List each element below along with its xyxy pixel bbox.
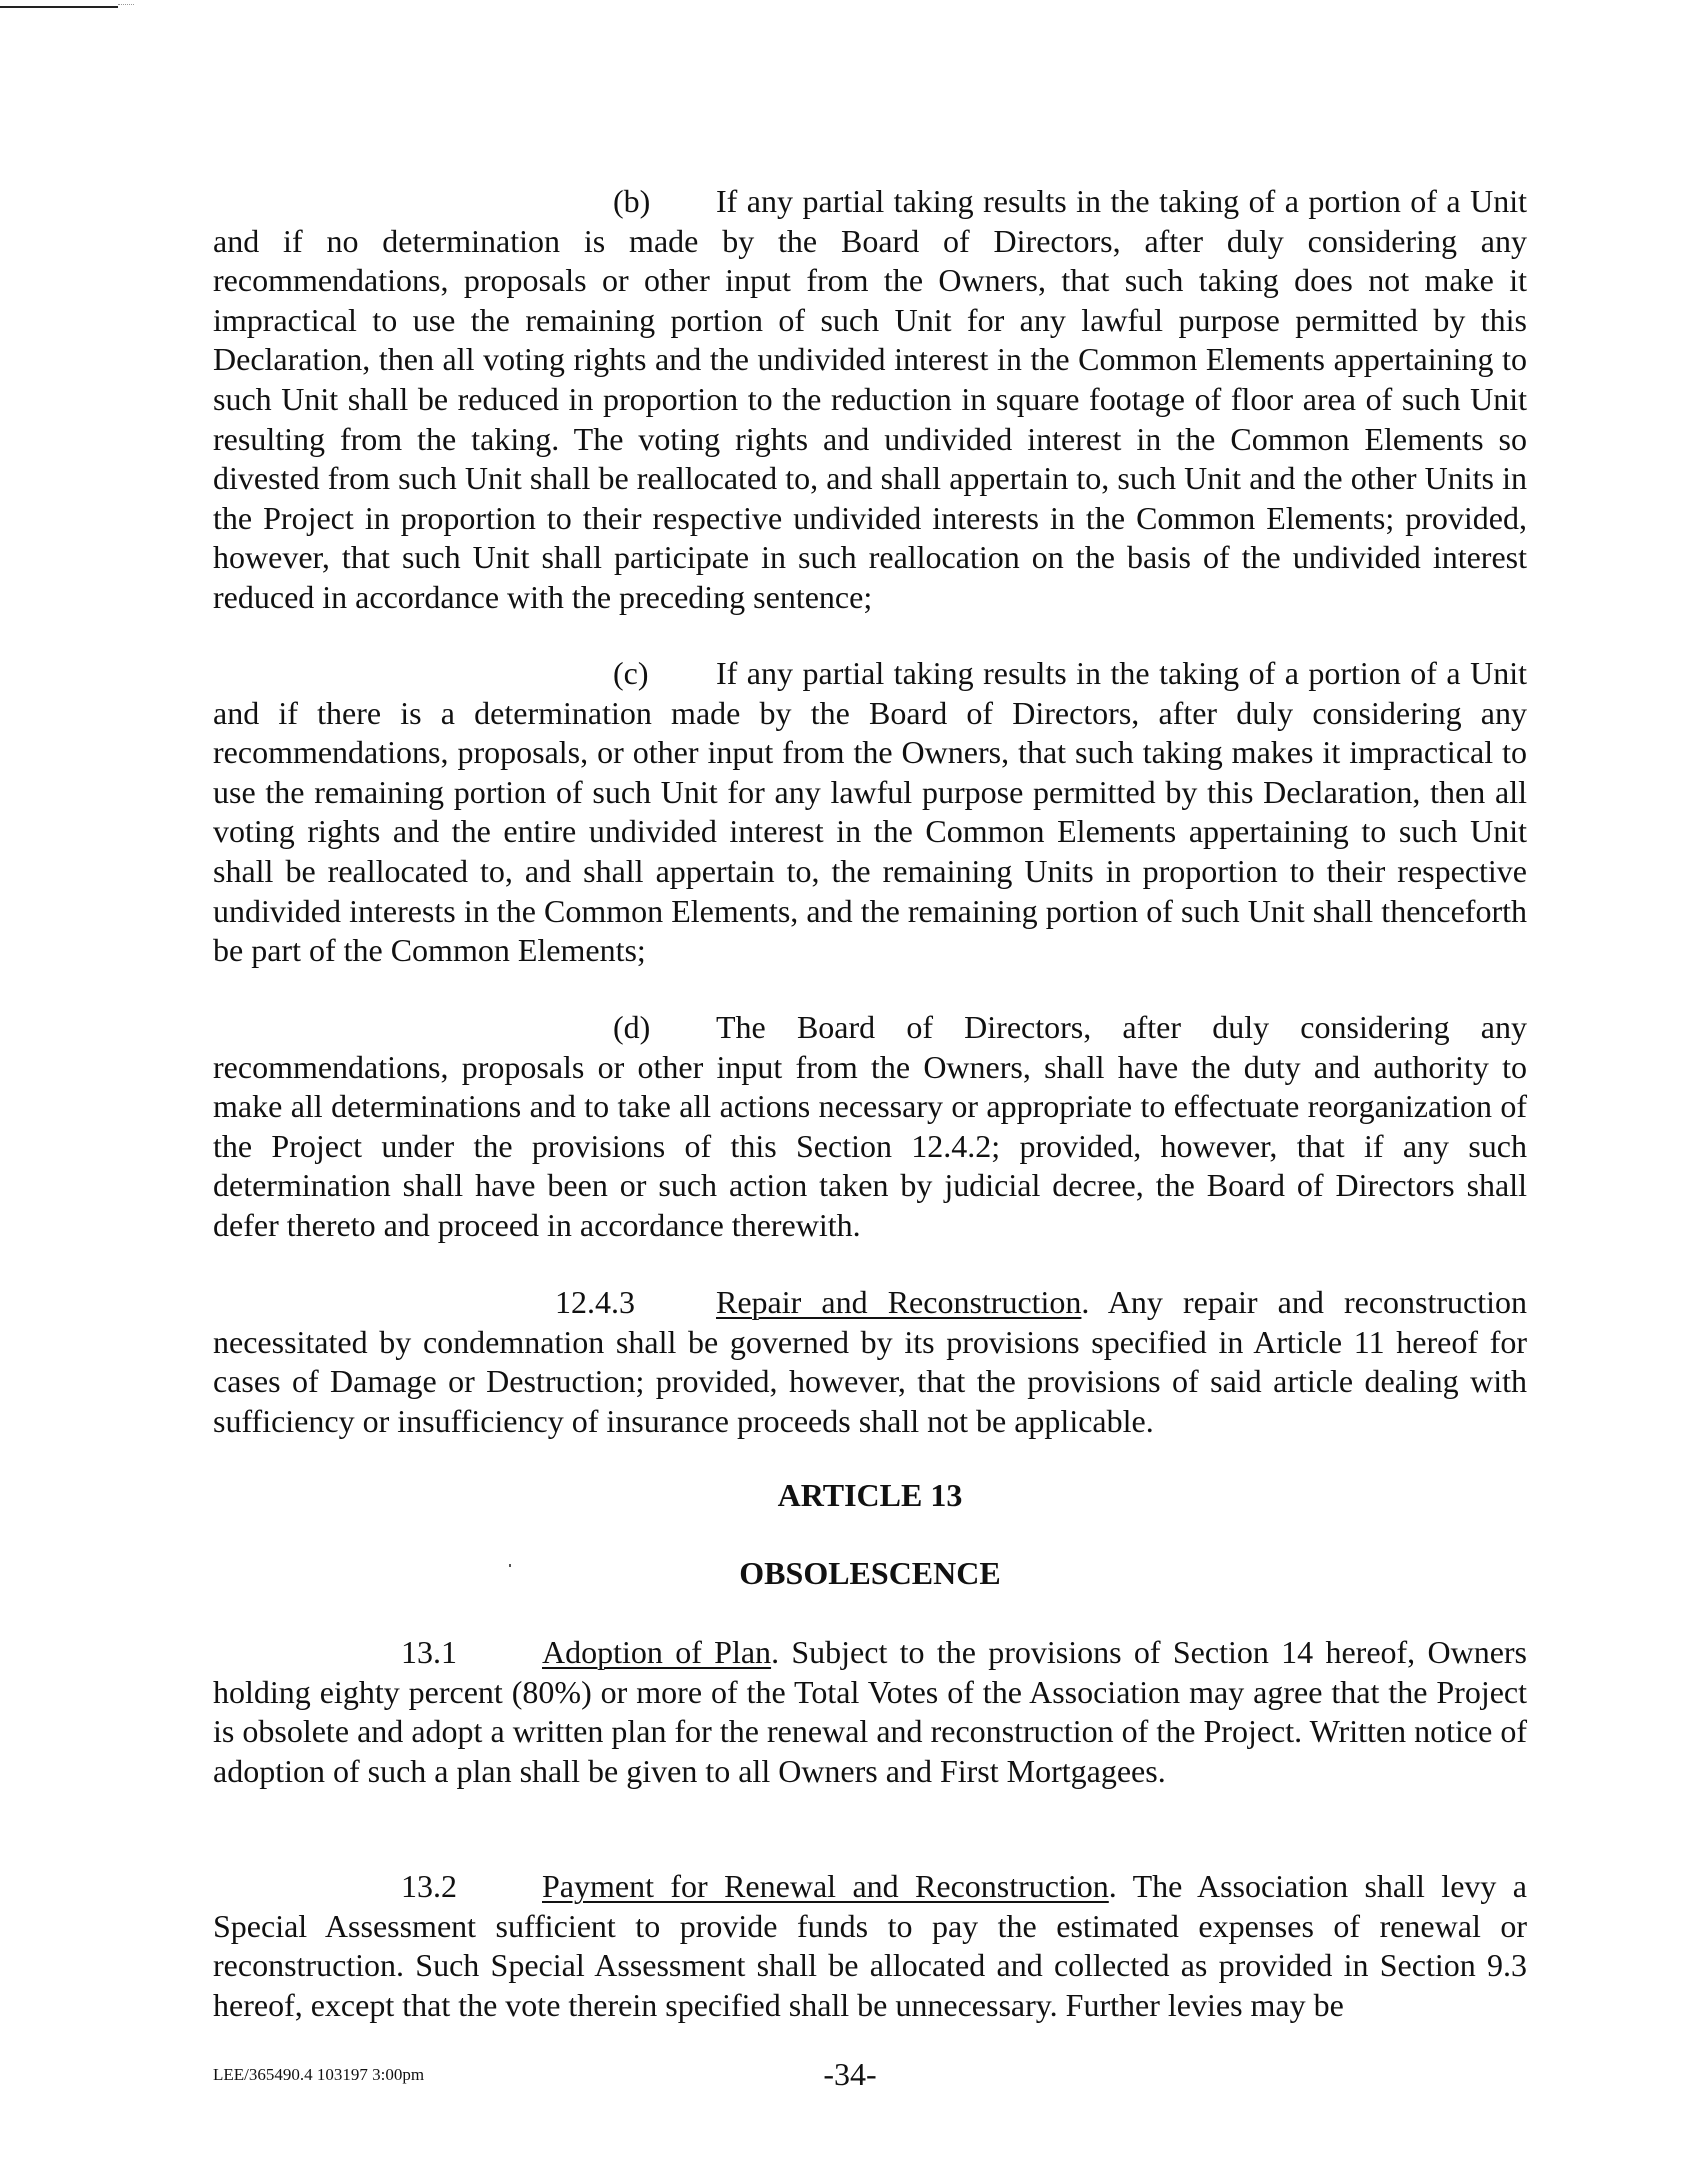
article-title: OBSOLESCENCE: [739, 1555, 1001, 1591]
paragraph-c-number: (c): [613, 655, 649, 691]
section-13-2: [213, 1867, 1527, 2025]
footer-document-id: LEE/365490.4 103197 3:00pm: [213, 2065, 425, 2084]
footer-page-number: -34-: [823, 2056, 877, 2092]
paragraph-d-text: The Board of Directors, after duly considering any recommendations, proposals or other input from the Owners, shall have the duty and authority to make all determinations and to take all actions necessary or appropriate to effectuate reorganization of the Project under the provisions of this Section 12.4.2; provided, however, that if any such determination shall have been or such action taken by judicial decree, the Board of Directors shall defer thereto and proceed in accordance therewith.: [213, 1009, 1527, 1243]
article-heading: ARTICLE 13: [777, 1477, 963, 1513]
section-12-4-3: [213, 1283, 1527, 1441]
paragraph-c-text: If any partial taking results in the taking of a portion of a Unit and if there is a determination made by the Board of Directors, after duly considering any recommendations, proposals, or other input from the Owners, that such taking makes it impractical to use the remaining portion of such Unit for any lawful purpose permitted by this Declaration, then all voting rights and the entire undivided interest in the Common Elements appertaining to such Unit shall be reallocated to, and shall appertain to, the remaining Units in proportion to their respective undivided interests in the Common Elements, and the remaining portion of such Unit shall thenceforth be part of the Common Elements;: [213, 655, 1527, 969]
paragraph-b-number: (b): [613, 183, 651, 219]
section-13-1-text: . Subject to the provisions of Section 14 hereof, Owners holding eighty percent (80%) or more of the Total Votes of the Association may agree that the Project is obsolete and adopt a written plan for the renewal and reconstruction of the Project. Written notice of adoption of such a plan shall be given to all Owners and First Mortgagees.: [213, 1634, 1528, 1789]
paragraph-b-text: If any partial taking results in the taking of a portion of a Unit and if no determination is made by the Board of Directors, after duly considering any recommendations, proposals or other input from the Owners, that such taking does not make it impractical to use the remaining portion of such Unit for any lawful purpose permitted by this Declaration, then all voting rights and the undivided interest in the Common Elements appertaining to such Unit shall be reduced in proportion to the reduction in square footage of floor area of such Unit resulting from the taking. The voting rights and undivided interest in the Common Elements so divested from such Unit shall be reallocated to, and shall appertain to, such Unit and the other Units in the Project in proportion to their respective undivided interests in the Common Elements; provided, however, that such Unit shall participate in such reallocation on the basis of the undivided interest reduced in accordance with the preceding sentence;: [213, 183, 1527, 615]
paragraph-d: [213, 1008, 1527, 1246]
section-12-4-3-text: . Any repair and reconstruction necessitated by condemnation shall be governed by its provisions specified in Article 11 hereof for cases of Damage or Destruction; provided, however, that the provisions of said article dealing with sufficiency or insufficiency of insurance proceeds shall not be applicable.: [213, 1284, 1527, 1439]
scan-edge-rule: [0, 6, 118, 8]
section-12-4-3-title: Repair and Reconstruction: [716, 1284, 1082, 1320]
section-13-2-text: . The Association shall levy a Special Assessment sufficient to provide funds to pay the estimated expenses of renewal or reconstruction. Such Special Assessment shall be allocated and collected as provided in Section 9.3 hereof, except that the vote therein specified shall be unnecessary. Further levies may be: [213, 1868, 1528, 2023]
section-12-4-3-number: 12.4.3: [555, 1284, 635, 1320]
section-13-1-title: Adoption of Plan: [542, 1634, 772, 1670]
section-13-1: [213, 1633, 1527, 1791]
section-13-2-number: 13.2: [401, 1868, 457, 1904]
scan-edge-mark: [118, 4, 134, 5]
paragraph-b: [213, 182, 1527, 618]
paragraph-c: [213, 654, 1527, 971]
paragraph-d-number: (d): [613, 1009, 651, 1045]
section-13-1-number: 13.1: [401, 1634, 457, 1670]
section-13-2-title: Payment for Renewal and Reconstruction: [542, 1868, 1109, 1904]
